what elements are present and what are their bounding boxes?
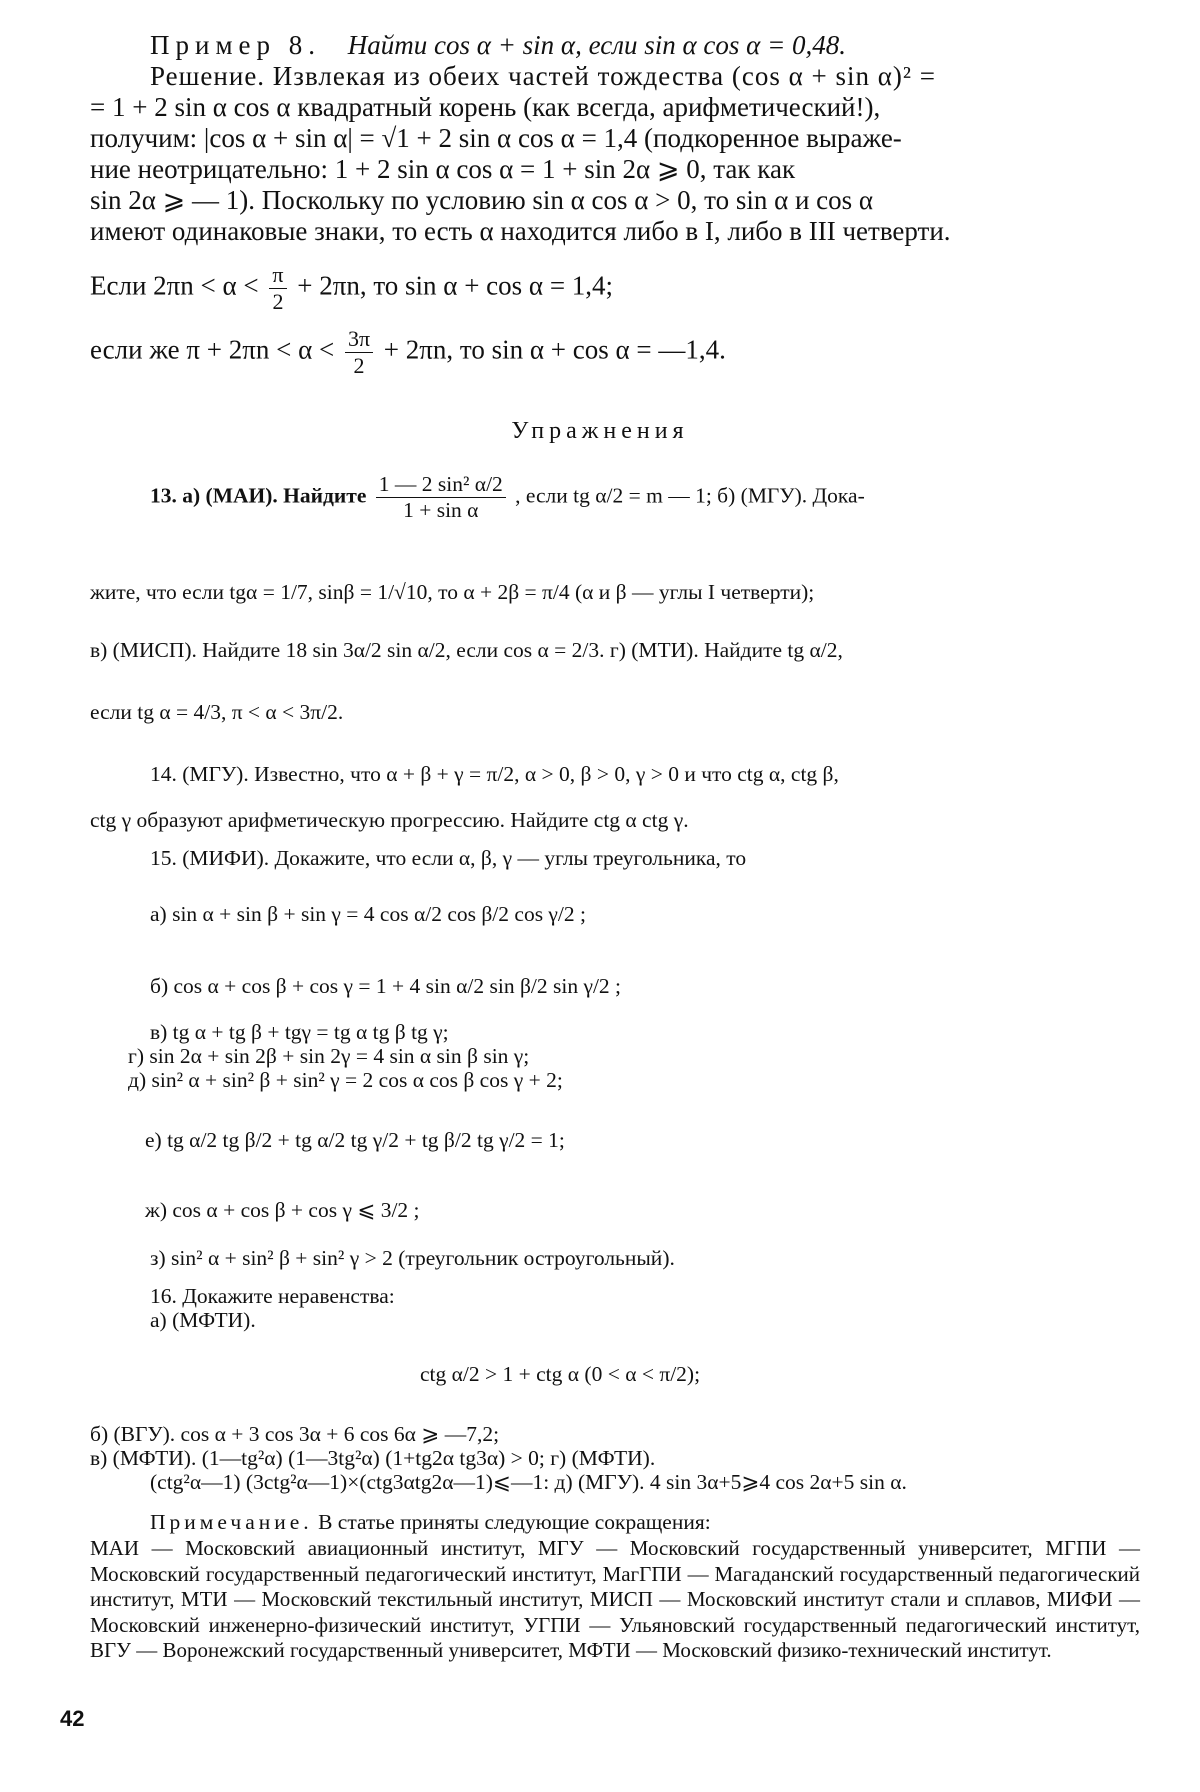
example-line: [150, 30, 846, 61]
ex15-intro: 15. (МИФИ). Докажите, что если α, β, γ — углы треугольника, то: [150, 846, 747, 870]
note-heading: Примечание.: [150, 1510, 313, 1534]
ex13-a: [150, 472, 865, 523]
ex13-b: жите, что если tgα = 1/7, sinβ = 1/√10, то α + 2β = π/4 (α и β — углы I четверти);: [90, 580, 815, 604]
note-heading-line: [150, 1510, 711, 1535]
ex15-e: д) sin² α + sin² β + sin² γ = 2 cos α cos β cos γ + 2;: [128, 1068, 563, 1092]
ex16-c: в) (МФТИ). (1—tg²α) (1—3tg²α) (1+tg2α tg3α) > 0; г) (МФТИ).: [90, 1446, 656, 1470]
case-2-left: если же π + 2πn < α <: [90, 334, 335, 365]
ex15-c: в) tg α + tg β + tgγ = tg α tg β tg γ;: [150, 1020, 449, 1044]
ex16-d: (ctg²α—1) (3ctg²α—1)×(ctg3αtg2α—1)⩽—1: д) (МГУ). 4 sin 3α+5⩾4 cos 2α+5 sin α.: [150, 1470, 907, 1494]
note-body: МАИ — Московский авиационный институт, МГУ — Московский государственный университет, МГПИ — Московский государственный педагогический институт, МагГПИ — Магаданский государственный педагогический институт, МТИ — Московский текстильный институт, МИСП — Московский институт стали и сплавов, МИФИ — Московский инженерно-физический институт, УГПИ — Ульяновский государственный педагогический институт, ВГУ — Воронежский государственный университет, МФТИ — Московский физико-технический институт.: [90, 1536, 1140, 1662]
case-2: [90, 326, 726, 379]
ex13-a-suffix: , если tg α/2 = m — 1; б) (МГУ). Дока-: [515, 483, 865, 508]
ex15-f: е) tg α/2 tg β/2 + tg α/2 tg γ/2 + tg β/2 tg γ/2 = 1;: [145, 1128, 565, 1152]
case-1-denominator: 2: [269, 288, 286, 315]
exercises-title: Упражнения: [511, 418, 689, 444]
case-1-left: Если 2πn < α <: [90, 270, 259, 301]
case-1-fraction: [269, 262, 286, 315]
case-1-numerator: π: [272, 262, 284, 287]
ex15-g: ж) cos α + cos β + cos γ ⩽ 3/2 ;: [145, 1198, 420, 1222]
solution-line-3: получим: |cos α + sin α| = √1 + 2 sin α cos α = 1,4 (подкоренное выраже-: [90, 123, 902, 153]
ex15-b: б) cos α + cos β + cos γ = 1 + 4 sin α/2 sin β/2 sin γ/2 ;: [150, 974, 622, 998]
solution-line-4: ние неотрицательно: 1 + 2 sin α cos α = 1 + sin 2α ⩾ 0, так как: [90, 154, 796, 184]
ex13-a-denominator: 1 + sin α: [376, 497, 506, 523]
ex13-a-prefix: 13. а) (МАИ). Найдите: [150, 483, 367, 508]
ex15-h: з) sin² α + sin² β + sin² γ > 2 (треугольник остроугольный).: [150, 1246, 675, 1270]
case-2-denominator: 2: [345, 352, 373, 379]
note-intro: В статье приняты следующие сокращения:: [318, 1510, 711, 1534]
case-1-right: + 2πn, то sin α + cos α = 1,4;: [297, 270, 614, 301]
page-number: 42: [60, 1706, 85, 1731]
ex13-c: в) (МИСП). Найдите 18 sin 3α/2 sin α/2, если cos α = 2/3. г) (МТИ). Найдите tg α/2,: [90, 638, 843, 662]
ex16-formula: ctg α/2 > 1 + ctg α (0 < α < π/2);: [420, 1362, 701, 1386]
solution-line-1: Решение. Извлекая из обеих частей тождества (cos α + sin α)² =: [150, 61, 936, 91]
ex16-intro: 16. Докажите неравенства:: [150, 1284, 395, 1308]
case-2-right: + 2πn, то sin α + cos α = —1,4.: [383, 334, 726, 365]
ex16-a: а) (МФТИ).: [150, 1308, 256, 1332]
ex15-d: г) sin 2α + sin 2β + sin 2γ = 4 sin α sin β sin γ;: [128, 1044, 530, 1068]
solution-line-6: имеют одинаковые знаки, то есть α находится либо в I, либо в III четверти.: [90, 216, 951, 246]
ex13-d: если tg α = 4/3, π < α < 3π/2.: [90, 700, 344, 724]
case-1: [90, 262, 613, 315]
case-2-fraction: [345, 326, 373, 379]
ex13-a-numerator: 1 — 2 sin² α/2: [378, 472, 503, 496]
ex13-a-fraction: [376, 472, 506, 523]
case-2-numerator: 3π: [347, 326, 371, 351]
ex15-a: а) sin α + sin β + sin γ = 4 cos α/2 cos β/2 cos γ/2 ;: [150, 902, 587, 926]
example-task: Найти cos α + sin α, если sin α cos α = 0,48.: [347, 30, 847, 60]
solution-line-5: sin 2α ⩾ — 1). Поскольку по условию sin α cos α > 0, то sin α и cos α: [90, 185, 874, 215]
ex14-line-1: 14. (МГУ). Известно, что α + β + γ = π/2, α > 0, β > 0, γ > 0 и что ctg α, ctg β,: [150, 762, 839, 786]
solution-line-2: = 1 + 2 sin α cos α квадратный корень (как всегда, арифметический!),: [90, 92, 881, 122]
example-heading: Пример 8.: [150, 30, 322, 60]
ex16-b: б) (ВГУ). cos α + 3 cos 3α + 6 cos 6α ⩾ —7,2;: [90, 1422, 500, 1446]
ex14-line-2: ctg γ образуют арифметическую прогрессию. Найдите ctg α ctg γ.: [90, 808, 689, 832]
